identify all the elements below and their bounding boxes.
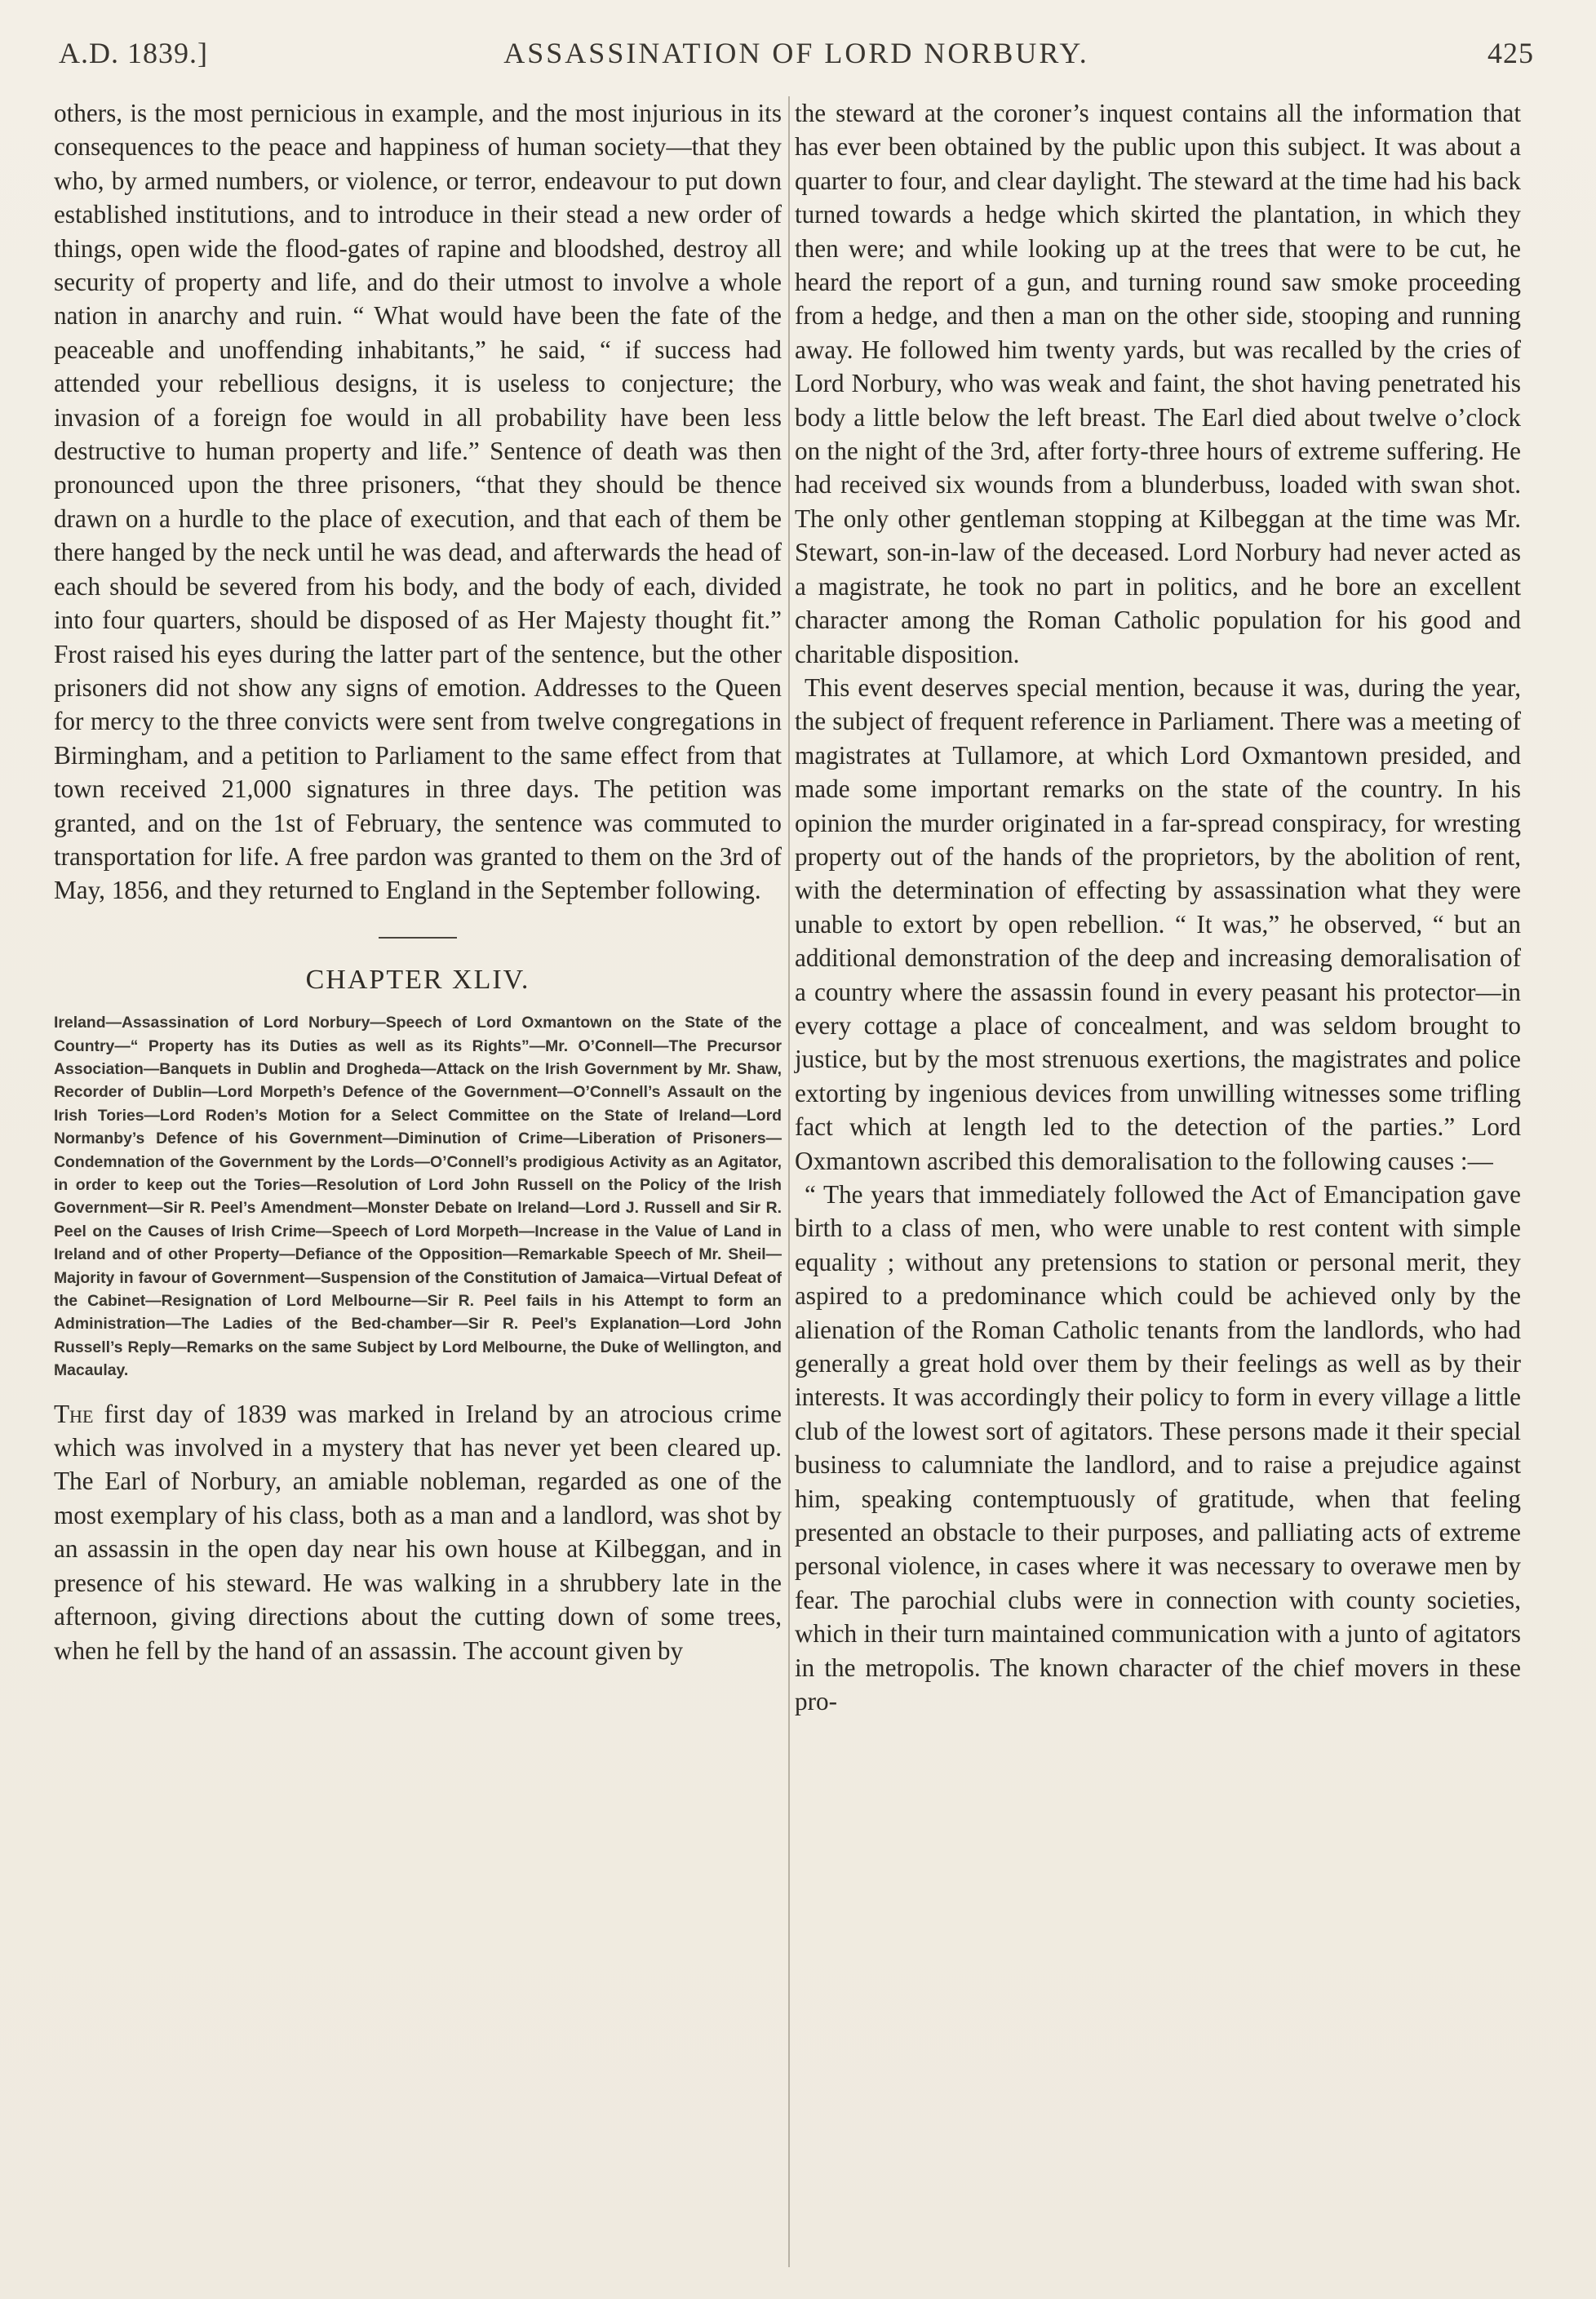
chapter-summary: Ireland—Assassination of Lord Norbury—Speech of Lord Oxmantown on the State of the Country—“ Property has its Duties as well as its Rights”—Mr. O’Connell—The Precursor Association—Banquets in Dublin and Drogheda—Attack on the Irish Government by Mr. Shaw, Recorder of Dublin—Lord Morpeth’s Defence of the Government—O’Connell’s Assault on the Irish Tories—Lord Roden’s Motion for a Select Committee on the State of Ireland—Lord Normanby’s Defence of his Government—Diminution of Crime—Liberation of Prisoners—Condemnation of the Government by the Lords—O’Connell’s prodigious Activity as an Agitator, in order to keep out the Tories—Resolution of Lord John Russell on the Policy of the Irish Government—Sir R. Peel’s Amendment—Monster Debate on Ireland—Lord J. Russell and Sir R. Peel on the Causes of Irish Crime—Speech of Lord Morpeth—Increase in the Value of Land in Ireland and of other Property—Defiance of the Opposition—Remarkable Speech of Mr. Sheil—Majority in favour of Government—Suspension of the Constitution of Jamaica—Virtual Defeat of the Cabinet—Resignation of Lord Melbourne—Sir R. Peel fails in his Attempt to form an Administration—The Ladies of the Bed-chamber—Sir R. Peel’s Explanation—Lord John Russell’s Reply—Remarks on the same Subject by Lord Melbourne, the Duke of Wellington, and Macaulay.	[54, 1014, 782, 1380]
chapter-first-word: The	[54, 1399, 94, 1428]
right-column	[795, 96, 1521, 1719]
paragraph: others, is the most pernicious in example, and the most injurious in its consequences to the peace and happiness of human society—that they who, by armed numbers, or violence, or terror, endeavour to put down established institutions, and to introduce in their stead a new order of things, open wide the flood-gates of rapine and bloodshed, destroy all security of property and life, and do their utmost to involve a whole nation in anarchy and ruin. “ What would have been the fate of the peaceable and unoffending inhabitants,” he said, “ if success had attended your rebellious designs, it is useless to conjecture; the invasion of a foreign foe would in all probability have been less destructive to human property and life.” Sentence of death was then pronounced upon the three prisoners, “that they should be thence drawn on a hurdle to the place of execution, and that each of them be there hanged by the neck until he was dead, and afterwards the head of each should be severed from his body, and the body of each, divided into four quarters, should be disposed of as Her Majesty thought fit.” Frost raised his eyes during the latter part of the sentence, but the other prisoners did not show any signs of emotion. Addresses to the Queen for mercy to the three convicts were sent from twelve congregations in Birmingham, and a petition to Parliament to the same effect from that town received 21,000 signatures in three days. The petition was granted, and on the 1st of February, the sentence was commuted to transportation for life. A free pardon was granted to them on the 3rd of May, 1856, and they returned to England in the September following.	[54, 99, 782, 905]
chapter-heading: CHAPTER XLIV.	[305, 964, 530, 995]
column-divider	[788, 96, 790, 2267]
chapter-opening-text: first day of 1839 was marked in Ireland by an atrocious crime which was involved in a mystery that has never yet been cleared up. The Earl of Norbury, an amiable nobleman, regarded as one of the most exemplary of his class, both as a man and a landlord, was shot by an assassin in the open day near his own house at Kilbeggan, and in presence of his steward. He was walking in a shrubbery late in the afternoon, giving directions about the cutting down of some trees, when he fell by the hand of an assassin. The account given by	[54, 1399, 782, 1665]
paragraph: “ The years that immediately followed the Act of Emancipation gave birth to a class of men, who were unable to rest content with simple equality ; without any pretensions to station or personal merit, they aspired to a predominance which could be achieved only by the alienation of the Roman Catholic tenants from the landlords, who had generally a great hold over them by their feelings as well as by their interests. It was accordingly their policy to form in every village a little club of the lowest sort of agitators. These persons made it their special business to calumniate the landlord, and to raise a prejudice against him, speaking contemptuously of gratitude, when that feeling presented an obstacle to their purposes, and palliating acts of extreme personal violence, in cases where it was necessary to overawe men by fear. The parochial clubs were in connection with county societies, which in their turn maintained communication with a junto of agitators in the metropolis. The known character of the chief movers in these pro-	[795, 1180, 1521, 1716]
running-head	[59, 36, 1534, 85]
section-divider	[379, 937, 457, 939]
left-column	[54, 96, 782, 1667]
header-title: ASSASSINATION OF LORD NORBURY.	[503, 37, 1089, 69]
page-number: 425	[1487, 37, 1534, 69]
paragraph: the steward at the coroner’s inquest contains all the information that has ever been obtained by the public upon this subject. It was about a quarter to four, and clear daylight. The steward at the time had his back turned towards a hedge which skirted the plantation, in which they then were; and while looking up at the trees that were to be cut, he heard the report of a gun, and turning round saw smoke proceeding from a hedge, and then a man on the other side, stooping and running away. He followed him twenty yards, but was recalled by the cries of Lord Norbury, who was weak and faint, the shot having penetrated his body a little below the left breast. The Earl died about twelve o’clock on the night of the 3rd, after forty-three hours of extreme suffering. He had received six wounds from a blunderbuss, loaded with swan shot. The only other gentleman stopping at Kilbeggan at the time was Mr. Stewart, son-in-law of the deceased. Lord Norbury had never acted as a magistrate, he took no part in politics, and he bore an excellent character among the Roman Catholic population for his good and charitable disposition.	[795, 99, 1521, 668]
chapter-opening-paragraph	[54, 1397, 782, 1667]
paragraph: This event deserves special mention, because it was, during the year, the subject of frequent reference in Parliament. There was a meeting of magistrates at Tullamore, at which Lord Oxmantown presided, and made some important remarks on the state of the country. In his opinion the murder originated in a far-spread conspiracy, for wresting property out of the hands of the proprietors, by the abolition of rent, with the determination of effecting by assassination what they were unable to extort by open rebellion. “ It was,” he observed, “ but an additional demonstration of the deep and increasing demoralisation of a country where the assassin found in every peasant his protector—in every cottage a place of concealment, and was seldom brought to justice, but by the most strenuous exertions, the magistrates and police extorting by ingenious devices from unwilling witnesses some trifling fact which at length led to the detection of the parties.” Lord Oxmantown ascribed this demoralisation to the following causes :—	[795, 672, 1521, 1175]
header-year: A.D. 1839.]	[59, 37, 208, 69]
